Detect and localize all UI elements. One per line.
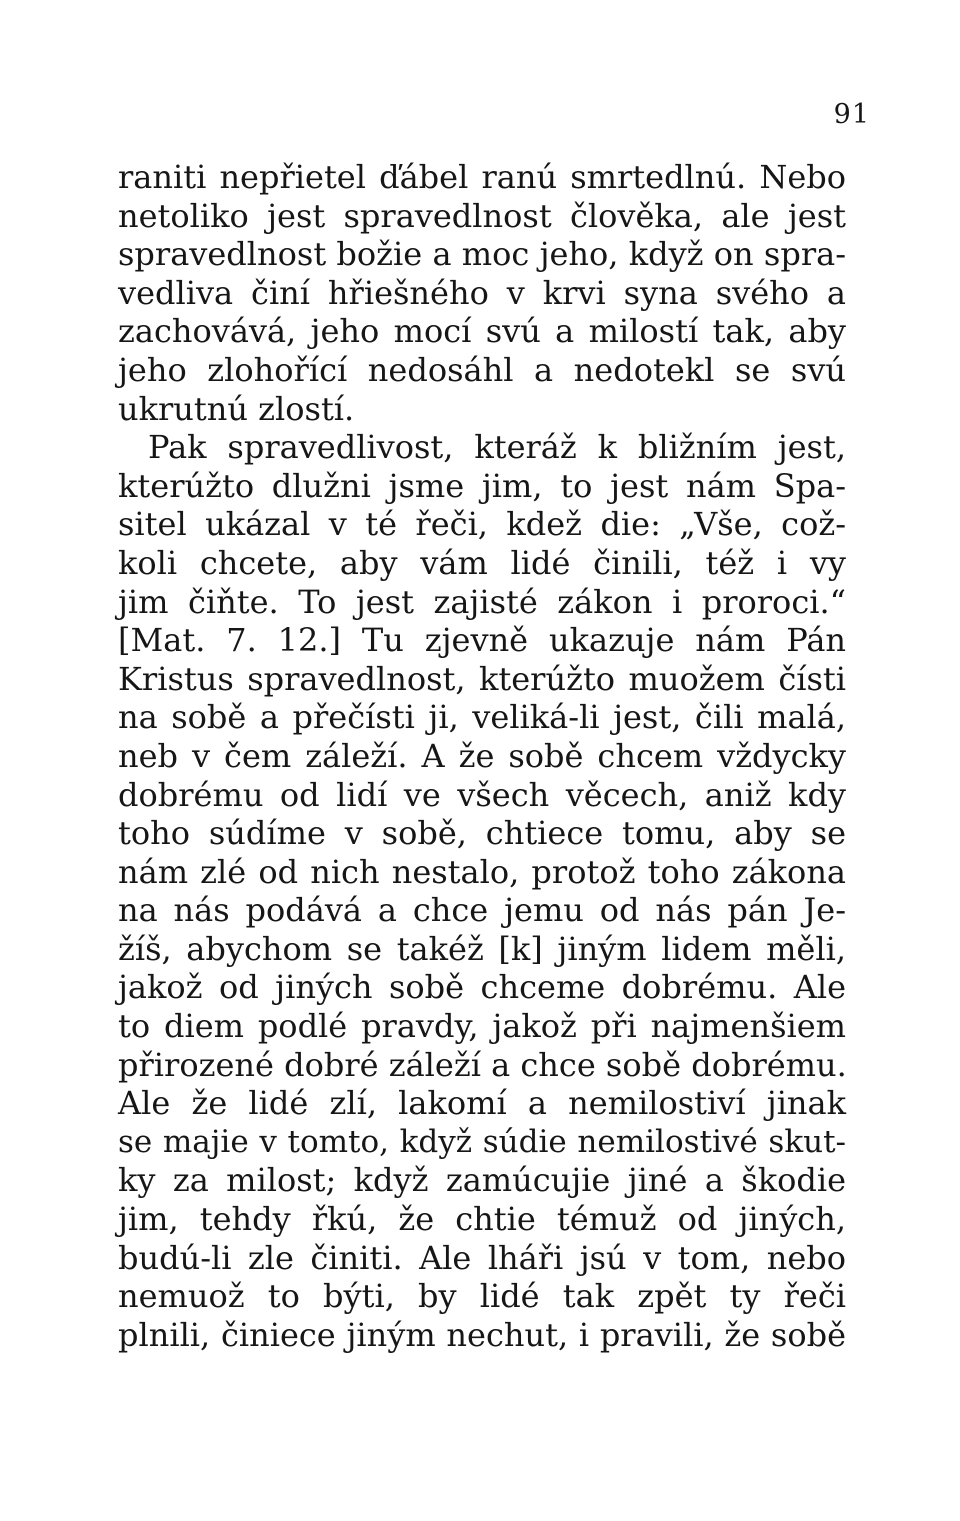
text-line: jim čiňte. To jest zajisté zákon i proroci.“ <box>118 582 846 621</box>
text-line: dobrému od lidí ve všech věcech, aniž kdy <box>118 775 846 814</box>
text-line: plnili, činiece jiným nechut, i pravili, že sobě <box>118 1315 846 1354</box>
text-line-paragraph-start: Pak spravedlivost, kteráž k bližním jest, <box>148 428 846 467</box>
text-line: Kristus spravedlnost, kterúžto muožem čísti <box>118 659 846 698</box>
text-line: raniti nepřietel ďábel ranú smrtedlnú. Nebo <box>118 158 846 196</box>
text-line: přirozené dobré záleží a chce sobě dobrému. <box>118 1045 847 1084</box>
text-line: sitel ukázal v té řeči, kdež die: „Vše, což- <box>118 505 846 544</box>
text-line: nemuož to býti, by lidé tak zpět ty řeči <box>118 1277 846 1316</box>
text-line: jakož od jiných sobě chceme dobrému. Ale <box>118 968 846 1007</box>
text-line: nám zlé od nich nestalo, protož toho zákona <box>118 852 846 891</box>
body-text <box>118 158 846 1354</box>
text-line: budú-li zle činiti. Ale lháři jsú v tom, nebo <box>118 1238 846 1277</box>
text-line: jeho zlohořící nedosáhl a nedotekl se svú <box>118 350 846 389</box>
text-line: zachovává, jeho mocí svú a milostí tak, aby <box>118 312 846 351</box>
text-line: jim, tehdy řkú, že chtie témuž od jiných, <box>118 1200 846 1239</box>
text-line: netoliko jest spravedlnost člověka, ale jest <box>118 196 846 235</box>
text-line: neb v čem záleží. A že sobě chcem vždycky <box>118 736 846 775</box>
text-line: ky za milost; když zamúcujie jiné a škodie <box>118 1161 846 1200</box>
page-number: 91 <box>833 99 870 130</box>
text-line: žíš, abychom se takéž [k] jiným lidem měli, <box>118 929 846 968</box>
text-line: se majie v tomto, když súdie nemilostivé skut- <box>118 1123 846 1160</box>
text-line: koli chcete, aby vám lidé činili, též i vy <box>118 543 846 582</box>
text-line: vedliva činí hřiešného v krvi syna svého a <box>118 273 846 312</box>
text-line: to diem podlé pravdy, jakož při najmenšiem <box>118 1007 846 1046</box>
text-line: Ale že lidé zlí, lakomí a nemilostiví jinak <box>118 1084 846 1123</box>
text-line-paragraph-end: ukrutnú zlostí. <box>118 389 355 428</box>
text-line: kterúžto dlužni jsme jim, to jest nám Spa- <box>118 466 846 505</box>
text-line: toho súdíme v sobě, chtiece tomu, aby se <box>118 814 846 853</box>
text-line: na nás podává a chce jemu od nás pán Je- <box>118 891 846 930</box>
text-line: na sobě a přečísti ji, veliká-li jest, čili malá, <box>118 698 846 737</box>
text-line: spravedlnost božie a moc jeho, když on spra- <box>118 235 846 274</box>
text-line: [Mat. 7. 12.] Tu zjevně ukazuje nám Pán <box>118 621 846 660</box>
